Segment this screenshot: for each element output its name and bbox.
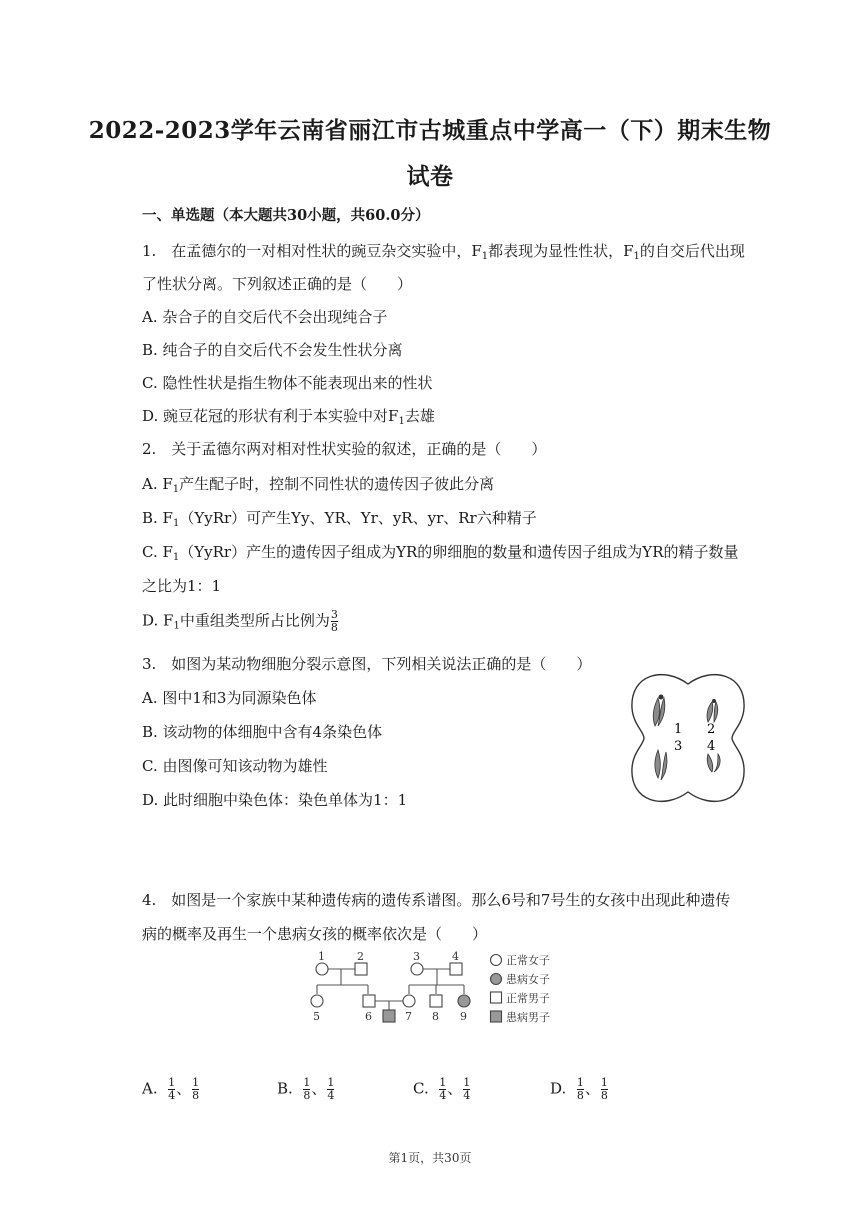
legend-affected-female: 患病女子 [506, 973, 550, 986]
label-3: 3 [674, 739, 683, 754]
fraction: $\frac{1}{8}$ [576, 1076, 584, 1102]
pedigree-9 [458, 995, 470, 1007]
label-1: 1 [674, 722, 683, 737]
q1-option-c[interactable]: C. 隐性性状是指生物体不能表现出来的性状 [142, 374, 433, 392]
chromosome-3-arm [661, 752, 667, 780]
pedigree-label-1: 1 [318, 950, 325, 963]
q4-stem: 4. 如图是一个家族中某种遗传病的遗传系谱图。那么6号和7号生的女孩中出现此种遗传 [142, 891, 731, 909]
fraction: $\frac{3}{8}$ [330, 608, 338, 634]
pedigree-6 [363, 995, 375, 1007]
q3-option-a[interactable]: A. 图中1和3为同源染色体 [142, 689, 317, 707]
q1-option-a[interactable]: A. 杂合子的自交后代不会出现纯合子 [142, 308, 388, 326]
pedigree-child [383, 1010, 395, 1022]
pedigree-chart [300, 950, 560, 1032]
q1-option-d[interactable]: D. 豌豆花冠的形状有利于本实验中对$F_1$去雄 [142, 407, 435, 427]
pedigree-8 [430, 995, 442, 1007]
q4-option-d[interactable]: D. $\frac{1}{8}$ 、 $\frac{1}{8}$ [550, 1076, 608, 1102]
pedigree-3 [411, 963, 423, 975]
section-heading: 一、单选题（本大题共30小题，共60.0分） [142, 207, 430, 224]
legend-normal-male: 正常男子 [506, 992, 550, 1005]
pedigree-label-5: 5 [313, 1010, 320, 1023]
pedigree-7 [403, 995, 415, 1007]
pedigree-label-6: 6 [365, 1010, 372, 1023]
q3-stem: 3. 如图为某动物细胞分裂示意图，下列相关说法正确的是（ ） [142, 655, 592, 673]
legend-normal-female: 正常女子 [506, 954, 550, 967]
chromosome-4 [707, 754, 713, 772]
page-title: 2022-2023学年云南省丽江市古城重点中学高一（下）期末生物 [88, 117, 772, 144]
pedigree-label-2: 2 [357, 950, 364, 963]
fraction: $\frac{1}{4}$ [327, 1076, 335, 1102]
q2-option-c[interactable]: C. $F_1(YyRr)$产生的遗传因子组成为YR的卵细胞的数量和遗传因子组成为YR的精子数量 [142, 543, 739, 563]
label-2: 2 [707, 722, 716, 737]
q1-option-b[interactable]: B. 纯合子的自交后代不会发生性状分离 [142, 341, 403, 359]
q4-stem-cont: 病的概率及再生一个患病女孩的概率依次是（ ） [142, 925, 488, 943]
pedigree-label-4: 4 [452, 950, 459, 963]
q2-stem: 2. 关于孟德尔两对相对性状实验的叙述，正确的是（ ） [142, 440, 547, 458]
pedigree-label-8: 8 [432, 1010, 439, 1023]
legend-affected-male: 患病男子 [506, 1011, 550, 1024]
q2-option-a[interactable]: A. $F_1$产生配子时，控制不同性状的遗传因子彼此分离 [142, 475, 495, 495]
pedigree-2 [355, 963, 367, 975]
q2-option-b[interactable]: B. $F_1(YyRr)$可产生Yy、YR、Yr、yR、yr、Rr六种精子 [142, 509, 537, 529]
q2-option-c-cont: 之比为1：1 [142, 577, 222, 595]
pedigree-label-3: 3 [413, 950, 420, 963]
q4-option-b[interactable]: B. $\frac{1}{8}$ 、 $\frac{1}{4}$ [277, 1076, 335, 1102]
page-title-cont: 试卷 [406, 163, 454, 190]
pedigree-5 [311, 995, 323, 1007]
fraction: $\frac{1}{4}$ [439, 1076, 447, 1102]
fraction: $\frac{1}{8}$ [192, 1076, 200, 1102]
q2-option-d[interactable]: D. $F_1$中重组类型所占比例为 $\frac{3}{8}$ [142, 608, 338, 634]
cell-division-figure [628, 668, 748, 808]
pedigree-label-7: 7 [405, 1010, 412, 1023]
pedigree-4 [450, 963, 462, 975]
label-4: 4 [707, 739, 716, 754]
chromosome-3 [655, 750, 660, 778]
pedigree-1 [316, 963, 328, 975]
pedigree-label-9: 9 [460, 1010, 467, 1023]
q3-option-d[interactable]: D. 此时细胞中染色体：染色单体为1：1 [142, 791, 408, 809]
q3-option-c[interactable]: C. 由图像可知该动物为雄性 [142, 757, 328, 775]
q4-option-a[interactable]: A. $\frac{1}{4}$ 、 $\frac{1}{8}$ [142, 1076, 200, 1102]
chromosome-2 [707, 702, 713, 722]
fraction: $\frac{1}{4}$ [168, 1076, 176, 1102]
q4-option-c[interactable]: C. $\frac{1}{4}$ 、 $\frac{1}{4}$ [413, 1076, 471, 1102]
q3-option-b[interactable]: B. 该动物的体细胞中含有4条染色体 [142, 723, 383, 741]
q1-stem-cont: 了性状分离。下列叙述正确的是（ ） [142, 275, 413, 293]
fraction: $\frac{1}{8}$ [600, 1076, 608, 1102]
fraction: $\frac{1}{4}$ [463, 1076, 471, 1102]
chromosome-2-arm [714, 702, 718, 722]
q1-stem: 1. 在孟德尔的一对相对性状的豌豆杂交实验中，$F_1$都表现为显性性状，$F_1$的自交后代出现 [142, 242, 745, 262]
fraction: $\frac{1}{8}$ [303, 1076, 311, 1102]
cell-membrane [632, 675, 744, 802]
chromosome-4-arm [714, 754, 720, 772]
page-footer: 第1页，共30页 [388, 1151, 472, 1165]
